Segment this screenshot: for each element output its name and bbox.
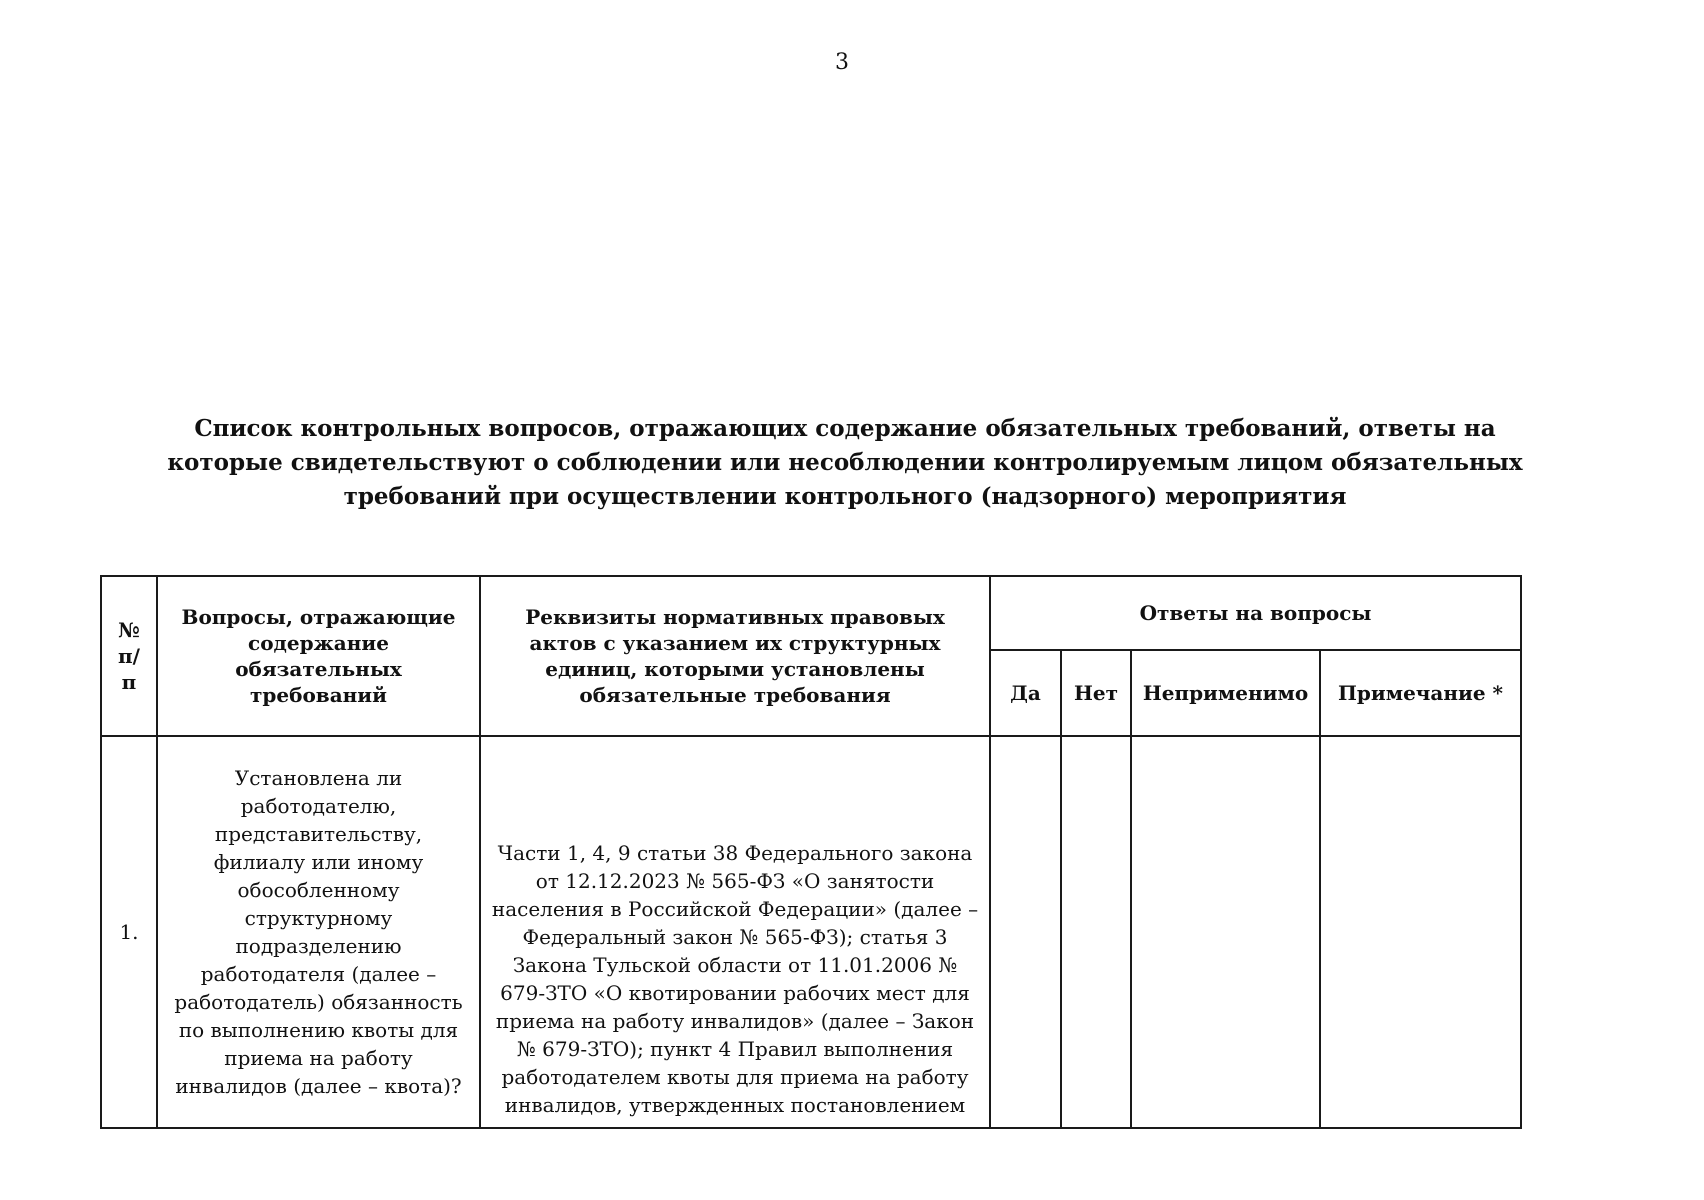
answer-yes-cell[interactable] [990,736,1061,1128]
row-num: 1. [101,736,157,1128]
row-question: Установлена ли работодателю, представительству, филиалу или иному обособленному структурному подразделению работодателя (далее – работодатель) обязанность по выполнению квоты для приема на работу инвалидов (далее – квота)? [157,736,480,1128]
header-na: Неприменимо [1131,650,1320,736]
table-header-row [101,576,1521,650]
header-acts: Реквизиты нормативных правовых актов с указанием их структурных единиц, которыми установлены обязательные требования [480,576,990,736]
table-row [101,736,1521,1128]
answer-note-cell[interactable] [1320,736,1521,1128]
header-answers: Ответы на вопросы [990,576,1521,650]
header-questions: Вопросы, отражающие содержание обязательных требований [157,576,480,736]
header-yes: Да [990,650,1061,736]
page-number: 3 [835,50,849,75]
document-title: Список контрольных вопросов, отражающих содержание обязательных требований, ответы на которые свидетельствуют о соблюдении или несоблюдении контролируемым лицом обязательных требований при осуществлении контрольного (надзорного) мероприятия [167,415,1523,510]
header-no: Нет [1061,650,1131,736]
checklist-table [100,575,1522,1129]
answer-no-cell[interactable] [1061,736,1131,1128]
answer-na-cell[interactable] [1131,736,1320,1128]
header-note: Примечание * [1320,650,1521,736]
row-acts: Части 1, 4, 9 статьи 38 Федерального закона от 12.12.2023 № 565-ФЗ «О занятости населения в Российской Федерации» (далее – Федеральный закон № 565-ФЗ); статья 3 Закона Тульской области от 11.01.2006 № 679-ЗТО «О квотировании рабочих мест для приема на работу инвалидов» (далее – Закон № 679-ЗТО); пункт 4 Правил выполнения работодателем квоты для приема на работу инвалидов, утвержденных постановлением [480,736,990,1128]
header-num: № п/п [101,576,157,736]
